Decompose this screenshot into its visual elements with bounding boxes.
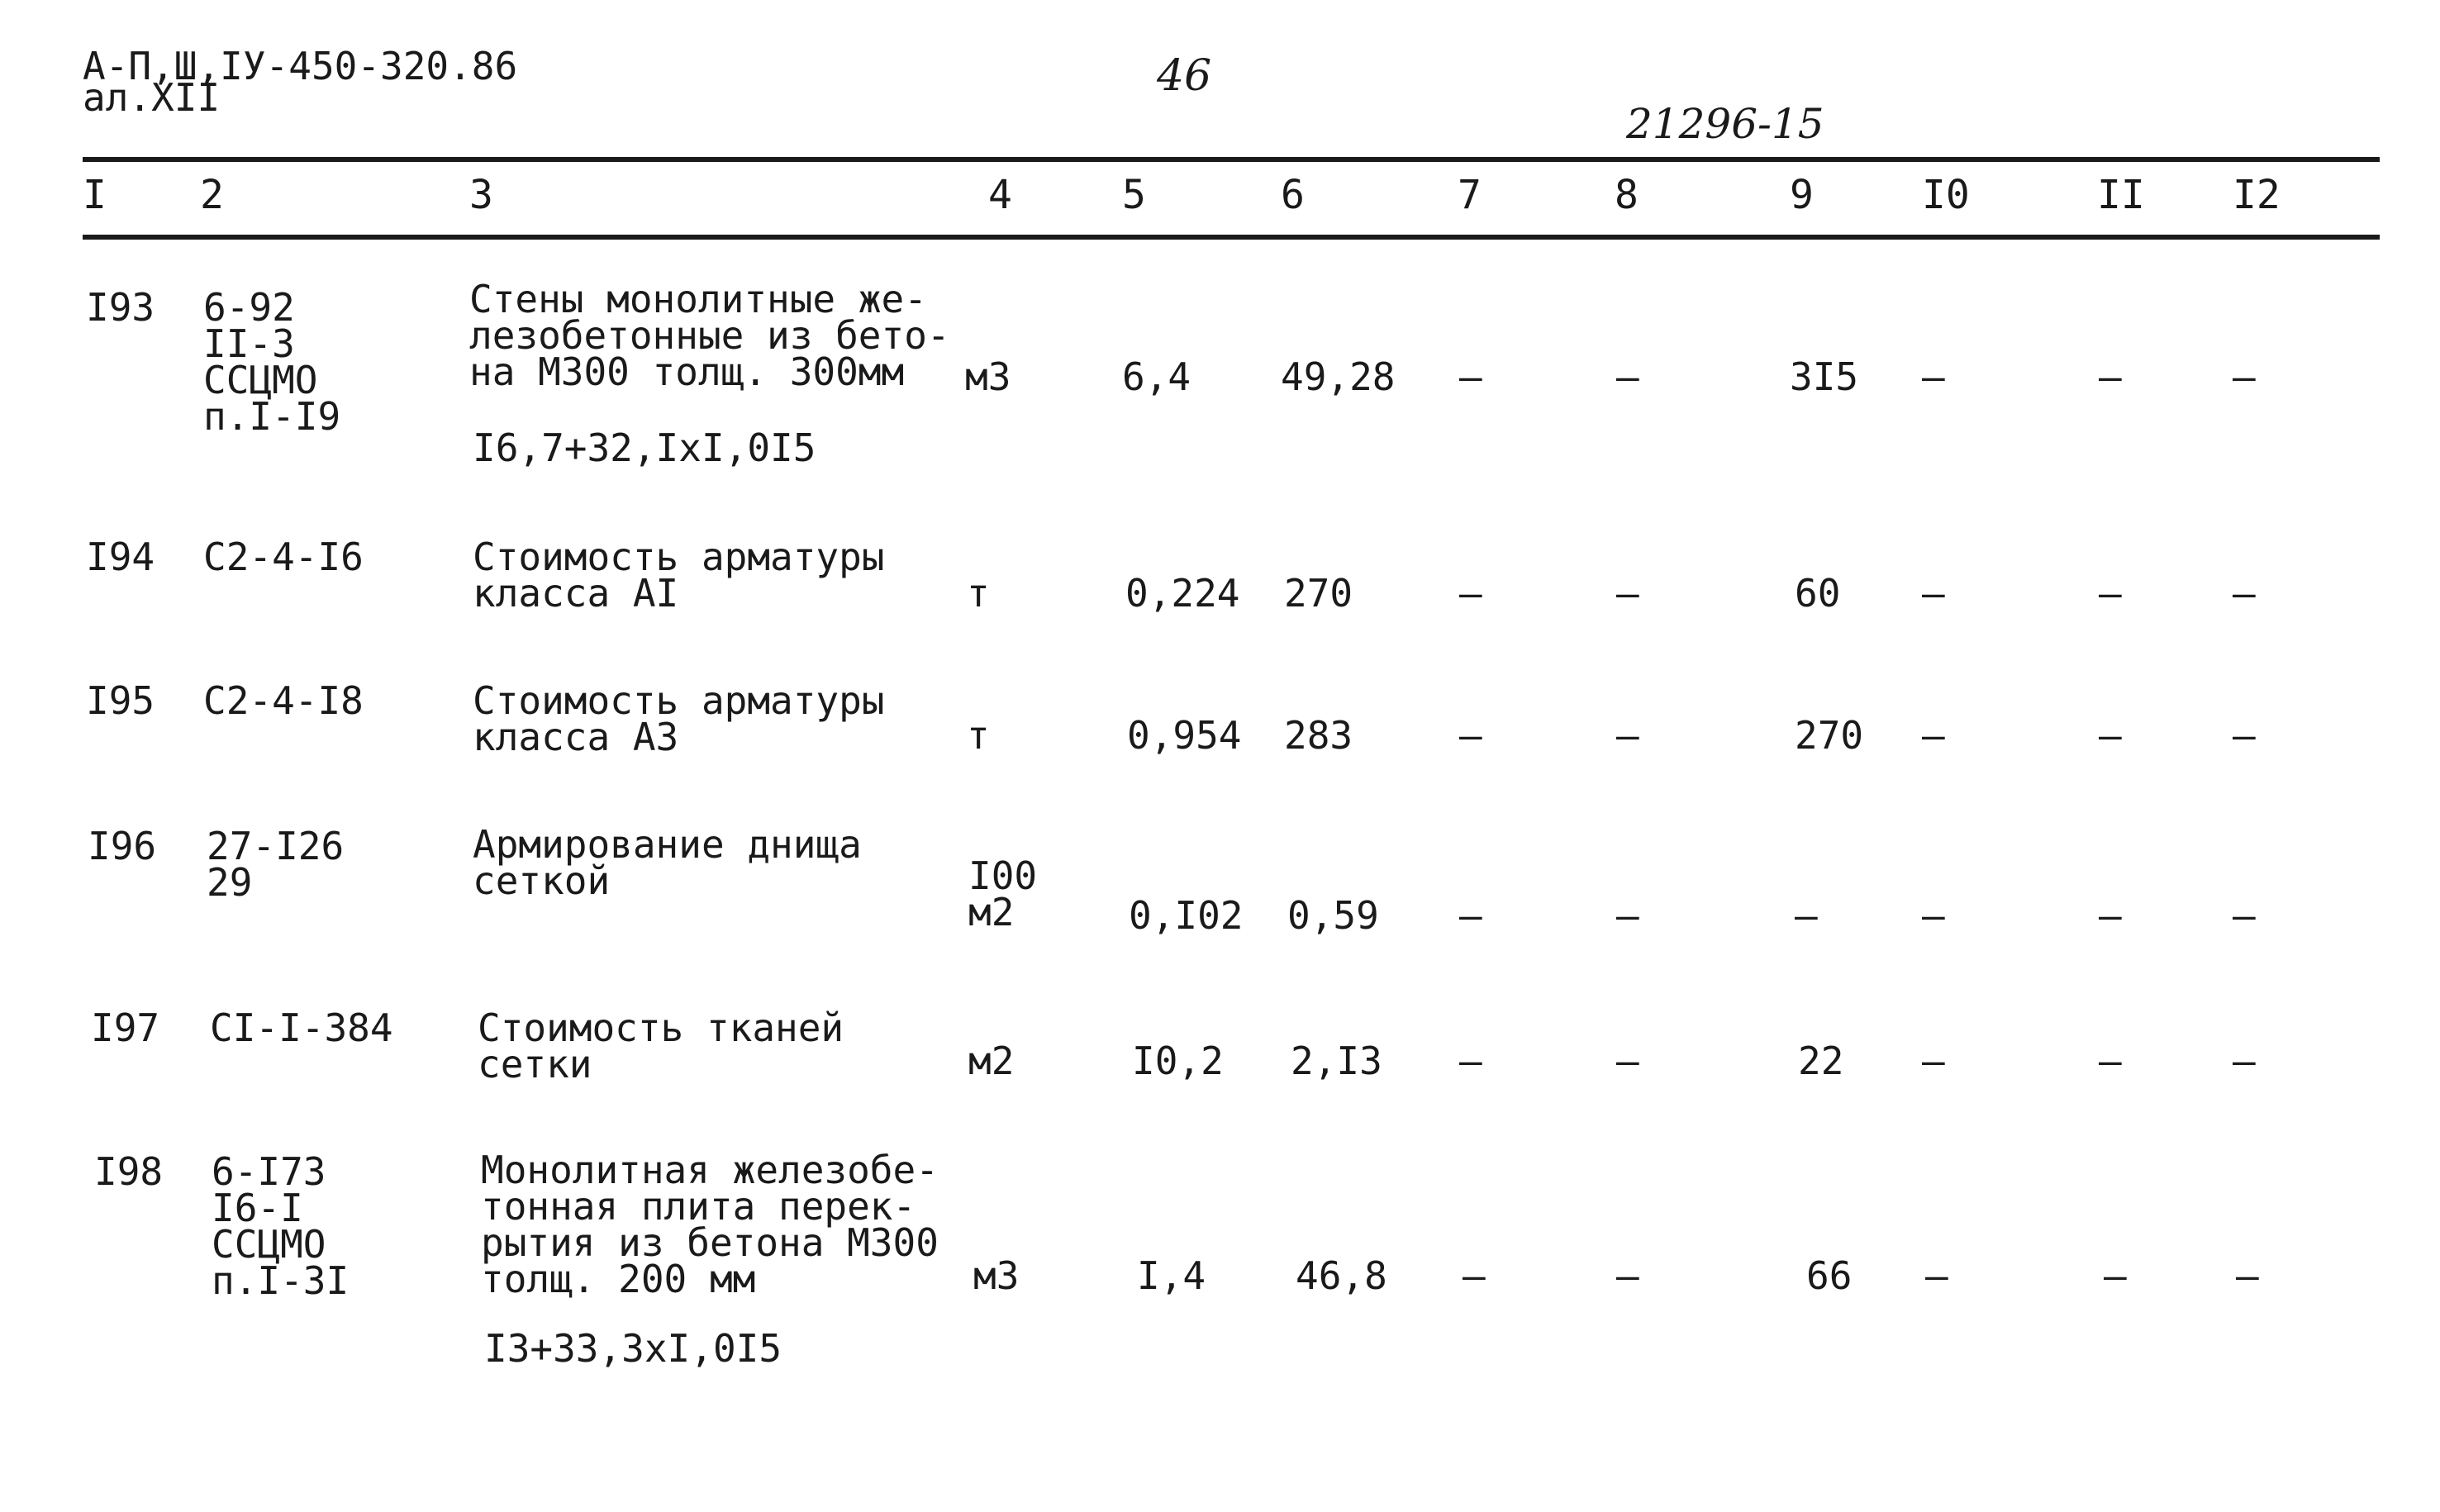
row-col12: – (2233, 571, 2256, 616)
row-col11: – (2099, 1039, 2122, 1083)
col-header-7: 7 (1458, 172, 1482, 218)
row-number: I93 (86, 285, 155, 330)
row-quantity: 0,I02 (1129, 893, 1244, 938)
row-unit: м2 (968, 1039, 1015, 1083)
col-header-6: 6 (1281, 172, 1305, 218)
header-top-rule (83, 157, 2380, 162)
row-unit: м3 (973, 1253, 1020, 1298)
row-unit-price: 0,59 (1287, 893, 1379, 938)
col-header-3: 3 (469, 172, 493, 218)
row-col7: – (1459, 354, 1482, 399)
row-unit-price: 46,8 (1296, 1253, 1387, 1298)
document-album: ал.XII (83, 75, 221, 120)
row-col10: – (1922, 354, 1945, 399)
col-header-10: I0 (1922, 172, 1970, 218)
row-col8: – (1616, 1253, 1639, 1298)
row-norm-code: 27-I26 29 (207, 824, 345, 905)
row-col12: – (2233, 354, 2256, 399)
row-col12: – (2233, 1039, 2256, 1083)
row-number: I95 (86, 678, 155, 723)
row-col10: – (1922, 571, 1945, 616)
col-header-5: 5 (1122, 172, 1146, 218)
row-col9: – (1795, 893, 1818, 938)
row-description: Армирование днища сеткой (473, 822, 862, 903)
row-col7: – (1459, 1039, 1482, 1083)
row-unit: м3 (965, 354, 1011, 399)
row-description: Стоимость тканей сетки (478, 1006, 844, 1086)
row-col10: – (1922, 893, 1945, 938)
row-quantity: 0,954 (1127, 713, 1242, 758)
row-norm-code: 6-92 II-3 ССЦМО п.I-I9 (203, 285, 341, 439)
row-col8: – (1616, 1039, 1639, 1083)
row-description: Стены монолитные же- лезобетонные из бето- на М300 толщ. 300мм (469, 277, 950, 394)
row-unit-price: 49,28 (1281, 354, 1396, 399)
document-code: А-П,Ш,IУ-450-320.86 (83, 44, 518, 88)
row-unit: т (967, 713, 990, 758)
col-header-8: 8 (1615, 172, 1639, 218)
row-col11: – (2099, 713, 2122, 758)
row-col9: 66 (1806, 1253, 1853, 1298)
archive-number: 21296-15 (1626, 100, 1824, 148)
row-col7: – (1459, 571, 1482, 616)
row-unit-price: 2,I3 (1291, 1039, 1382, 1083)
row-norm-code: С2-4-I6 (203, 535, 364, 579)
row-col9: 270 (1795, 713, 1864, 758)
row-col9: 60 (1795, 571, 1841, 616)
row-col11: – (2099, 354, 2122, 399)
row-norm-code: 6-I73 I6-I ССЦМО п.I-3I (212, 1149, 350, 1303)
row-number: I94 (86, 535, 155, 579)
row-col11: – (2104, 1253, 2127, 1298)
row-number: I98 (94, 1149, 164, 1194)
row-col12: – (2233, 893, 2256, 938)
row-unit: I00 м2 (968, 853, 1038, 934)
row-col10: – (1925, 1253, 1948, 1298)
row-col7: – (1459, 713, 1482, 758)
row-col10: – (1922, 713, 1945, 758)
row-col12: – (2233, 713, 2256, 758)
row-col11: – (2099, 893, 2122, 938)
row-unit-price: 270 (1284, 571, 1353, 616)
row-norm-code: С2-4-I8 (203, 678, 364, 723)
row-col7: – (1463, 1253, 1486, 1298)
row-col8: – (1616, 571, 1639, 616)
row-calculation: I3+33,3xI,0I5 (484, 1326, 782, 1371)
row-unit: т (967, 571, 990, 616)
row-quantity: 0,224 (1125, 571, 1240, 616)
row-number: I97 (91, 1006, 160, 1050)
row-quantity: 6,4 (1122, 354, 1191, 399)
page-number: 46 (1157, 51, 1212, 101)
col-header-9: 9 (1790, 172, 1814, 218)
col-header-1: I (83, 172, 107, 218)
header-bottom-rule (83, 235, 2380, 240)
row-col9: 3I5 (1790, 354, 1859, 399)
row-quantity: I,4 (1137, 1253, 1206, 1298)
row-col8: – (1616, 713, 1639, 758)
row-col12: – (2236, 1253, 2259, 1298)
row-col9: 22 (1798, 1039, 1844, 1083)
row-quantity: I0,2 (1132, 1039, 1224, 1083)
row-description: Стоимость арматуры класса АI (473, 535, 885, 616)
col-header-12: I2 (2233, 172, 2281, 218)
col-header-4: 4 (988, 172, 1012, 218)
row-col8: – (1616, 354, 1639, 399)
row-number: I96 (88, 824, 157, 868)
row-unit-price: 283 (1284, 713, 1353, 758)
row-col10: – (1922, 1039, 1945, 1083)
col-header-11: II (2097, 172, 2145, 218)
row-col11: – (2099, 571, 2122, 616)
row-calculation: I6,7+32,IxI,0I5 (473, 426, 816, 470)
row-norm-code: СI-I-384 (210, 1006, 393, 1050)
col-header-2: 2 (200, 172, 224, 218)
row-col8: – (1616, 893, 1639, 938)
row-description: Стоимость арматуры класса А3 (473, 678, 885, 759)
row-description: Монолитная железобе- тонная плита перек- рытия из бетона М300 толщ. 200 мм (481, 1148, 939, 1301)
row-col7: – (1459, 893, 1482, 938)
